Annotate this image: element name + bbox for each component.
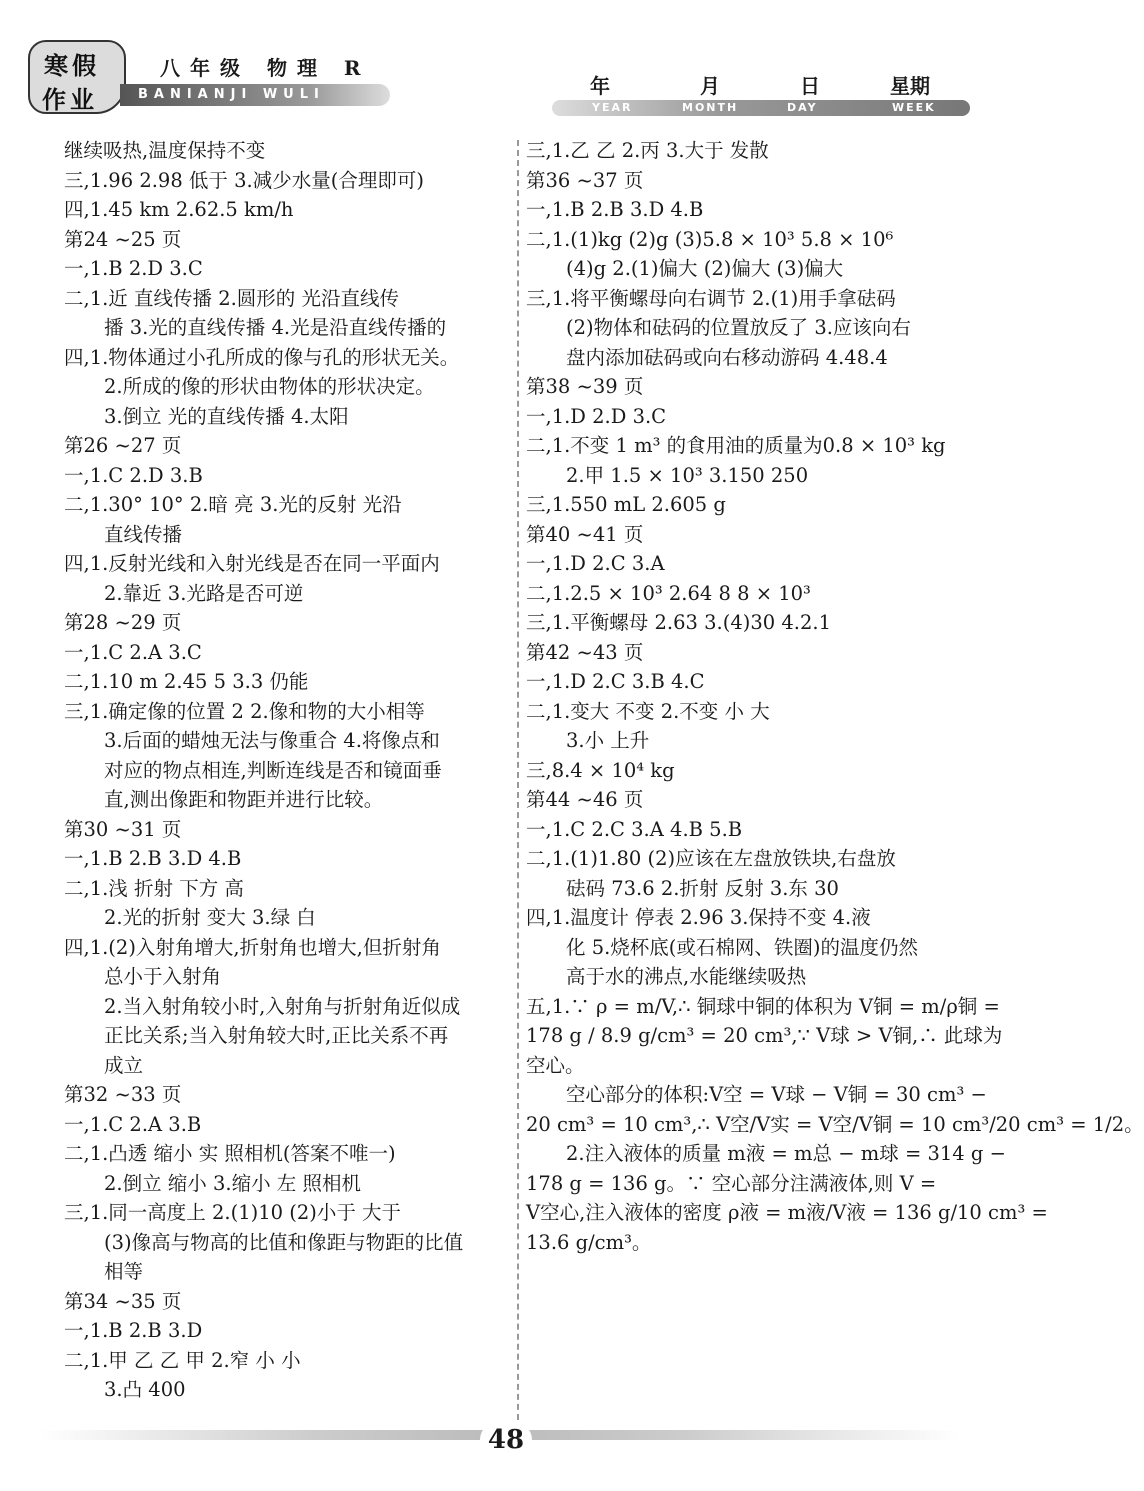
right-answer-line: 高于水的沸点,水能继续吸热 xyxy=(566,965,807,988)
left-answer-line: 一,1.C 2.A 3.C xyxy=(64,640,202,664)
right-answer-line: 二,1.不变 1 m³ 的食用油的质量为0.8 × 10³ kg xyxy=(526,434,946,457)
left-answer-line: 四,1.物体通过小孔所成的像与孔的形状无关。 xyxy=(64,345,460,369)
badge-top-text: 寒假 xyxy=(44,52,100,80)
left-answer-line: 二,1.凸透 缩小 实 照相机(答案不唯一) xyxy=(64,1142,396,1165)
right-answer-column xyxy=(526,136,1144,1257)
left-answer-line: 三,1.确定像的位置 2 2.像和物的大小相等 xyxy=(64,699,425,723)
header-bar-right xyxy=(552,100,970,116)
left-answer-line: 2.光的折射 变大 3.绿 白 xyxy=(104,906,316,929)
left-answer-line: 四,1.45 km 2.62.5 km/h xyxy=(64,198,294,221)
left-answer-line: 2.靠近 3.光路是否可逆 xyxy=(104,581,304,605)
right-answer-line: 三,1.将平衡螺母向右调节 2.(1)用手拿砝码 xyxy=(526,286,896,310)
right-answer-line: V空心,注入液体的密度 ρ液 = m液/V液 = 136 g/10 cm³ = xyxy=(526,1201,1048,1224)
left-answer-line: 2.当入射角较小时,入射角与折射角近似成 xyxy=(104,994,461,1018)
right-answer-line: 第42 ~43 页 xyxy=(526,640,644,664)
header-bar-left xyxy=(120,84,390,106)
right-answer-line: 178 g = 136 g。∵ 空心部分注满液体,则 V = xyxy=(526,1171,937,1195)
date-week-label: 星期 xyxy=(890,74,930,98)
month-en: MONTH xyxy=(682,101,739,114)
right-answer-line: 一,1.D 2.D 3.C xyxy=(526,404,667,428)
right-answer-line: (4)g 2.(1)偏大 (2)偏大 (3)偏大 xyxy=(566,257,844,280)
right-answer-line: 空心部分的体积:V空 = V球 − V铜 = 30 cm³ − xyxy=(566,1083,987,1106)
left-answer-line: 四,1.(2)入射角增大,折射角也增大,但折射角 xyxy=(64,935,441,959)
right-answer-line: 三,1.平衡螺母 2.63 3.(4)30 4.2.1 xyxy=(526,611,831,634)
right-answer-line: 第40 ~41 页 xyxy=(526,522,644,546)
left-answer-line: 3.后面的蜡烛无法与像重合 4.将像点和 xyxy=(104,729,440,752)
right-answer-line: 五,1.∵ ρ = m/V,∴ 铜球中铜的体积为 V铜 = m/ρ铜 = xyxy=(526,994,1000,1018)
right-answer-line: 第44 ~46 页 xyxy=(526,788,644,811)
right-answer-line: 二,1.(1)kg (2)g (3)5.8 × 10³ 5.8 × 10⁶ xyxy=(526,227,894,251)
right-answer-line: 三,1.乙 乙 2.丙 3.大于 发散 xyxy=(526,139,769,162)
right-answer-line: 二,1.(1)1.80 (2)应该在左盘放铁块,右盘放 xyxy=(526,847,896,870)
left-answer-line: 一,1.B 2.D 3.C xyxy=(64,257,203,280)
left-answer-line: 3.凸 400 xyxy=(104,1378,186,1401)
page-number: 48 xyxy=(480,1418,532,1462)
left-answer-line: 第28 ~29 页 xyxy=(64,611,182,634)
left-answer-line: 2.倒立 缩小 3.缩小 左 照相机 xyxy=(104,1171,362,1195)
left-answer-line: 成立 xyxy=(104,1053,144,1077)
right-answer-line: 二,1.2.5 × 10³ 2.64 8 8 × 10³ xyxy=(526,581,811,605)
left-answer-line: 第30 ~31 页 xyxy=(64,817,182,841)
right-answer-line: 13.6 g/cm³。 xyxy=(526,1230,652,1254)
left-answer-line: 2.所成的像的形状由物体的形状决定。 xyxy=(104,375,435,398)
left-answer-line: 第32 ~33 页 xyxy=(64,1083,182,1106)
left-answer-line: 一,1.B 2.B 3.D 4.B xyxy=(64,847,242,870)
right-answer-line: 2.甲 1.5 × 10³ 3.150 250 xyxy=(566,463,809,487)
right-answer-line: 化 5.烧杯底(或石棉网、铁圈)的温度仍然 xyxy=(566,935,919,959)
column-divider xyxy=(517,140,519,1440)
date-year-label: 年 xyxy=(590,74,610,98)
left-answer-line: 播 3.光的直线传播 4.光是沿直线传播的 xyxy=(104,316,447,339)
left-answer-line: 直,测出像距和物距并进行比较。 xyxy=(104,788,384,811)
left-answer-line: 二,1.30° 10° 2.暗 亮 3.光的反射 光沿 xyxy=(64,493,402,516)
left-answer-line: 总小于入射角 xyxy=(104,965,222,988)
left-answer-line: 二,1.10 m 2.45 5 3.3 仍能 xyxy=(64,670,309,693)
left-answer-line: 第34 ~35 页 xyxy=(64,1289,182,1313)
left-answer-line: 三,1.96 2.98 低于 3.减少水量(合理即可) xyxy=(64,168,424,192)
left-answer-line: 二,1.甲 乙 乙 甲 2.窄 小 小 xyxy=(64,1348,301,1372)
right-answer-line: 20 cm³ = 10 cm³,∴ V空/V实 = V空/V铜 = 10 cm³/20 cm³ = 1/2。 xyxy=(526,1112,1144,1136)
right-answer-line: 一,1.D 2.C 3.A xyxy=(526,552,665,575)
left-answer-line: 二,1.近 直线传播 2.圆形的 光沿直线传 xyxy=(64,286,400,310)
right-answer-line: 一,1.D 2.C 3.B 4.C xyxy=(526,670,705,693)
date-month-label: 月 xyxy=(700,74,720,98)
right-answer-line: 3.小 上升 xyxy=(566,729,650,752)
week-en: WEEK xyxy=(892,101,936,114)
right-answer-line: 一,1.B 2.B 3.D 4.B xyxy=(526,198,704,221)
right-answer-line: 三,1.550 mL 2.605 g xyxy=(526,493,726,516)
left-answer-line: 正比关系;当入射角较大时,正比关系不再 xyxy=(104,1024,449,1047)
right-answer-line: 空心。 xyxy=(526,1053,585,1077)
left-answer-line: 一,1.B 2.B 3.D xyxy=(64,1319,203,1342)
left-answer-column xyxy=(64,136,504,1405)
right-answer-line: 三,8.4 × 10⁴ kg xyxy=(526,758,675,782)
left-answer-line: 第26 ~27 页 xyxy=(64,434,182,457)
right-answer-line: 砝码 73.6 2.折射 反射 3.东 30 xyxy=(566,876,839,900)
date-day-label: 日 xyxy=(800,74,820,98)
left-answer-line: 二,1.浅 折射 下方 高 xyxy=(64,876,244,900)
right-answer-line: 二,1.变大 不变 2.不变 小 大 xyxy=(526,699,770,723)
day-en: DAY xyxy=(787,101,818,114)
right-answer-line: 第36 ~37 页 xyxy=(526,168,644,192)
left-answer-line: (3)像高与物高的比值和像距与物距的比值 xyxy=(104,1230,464,1254)
left-answer-line: 一,1.C 2.D 3.B xyxy=(64,463,203,487)
pinyin-label: BANIANJI WULI xyxy=(138,87,325,102)
left-answer-line: 四,1.反射光线和入射光线是否在同一平面内 xyxy=(64,552,440,575)
grade-subject: 八年级 物理 R xyxy=(160,56,371,80)
page-header xyxy=(0,0,1000,130)
right-answer-line: 四,1.温度计 停表 2.96 3.保持不变 4.液 xyxy=(526,906,871,929)
year-en: YEAR xyxy=(592,101,633,114)
left-answer-line: 一,1.C 2.A 3.B xyxy=(64,1112,202,1136)
right-answer-line: 2.注入液体的质量 m液 = m总 − m球 = 314 g − xyxy=(566,1142,1006,1165)
left-answer-line: 直线传播 xyxy=(104,522,183,546)
left-answer-line: 三,1.同一高度上 2.(1)10 (2)小于 大于 xyxy=(64,1201,402,1224)
right-answer-line: 178 g / 8.9 g/cm³ = 20 cm³,∵ V球 > V铜,∴ 此球为 xyxy=(526,1024,1003,1047)
winter-homework-badge xyxy=(28,40,126,114)
left-answer-line: 对应的物点相连,判断连线是否和镜面垂 xyxy=(104,758,442,782)
right-answer-line: (2)物体和砝码的位置放反了 3.应该向右 xyxy=(566,316,911,339)
right-answer-line: 盘内添加砝码或向右移动游码 4.48.4 xyxy=(566,345,888,369)
right-answer-line: 第38 ~39 页 xyxy=(526,375,644,398)
left-answer-line: 相等 xyxy=(104,1260,144,1283)
badge-bottom-text: 作业 xyxy=(42,86,98,114)
left-answer-line: 继续吸热,温度保持不变 xyxy=(64,139,266,162)
right-answer-line: 一,1.C 2.C 3.A 4.B 5.B xyxy=(526,817,743,841)
left-answer-line: 3.倒立 光的直线传播 4.太阳 xyxy=(104,404,349,428)
left-answer-line: 第24 ~25 页 xyxy=(64,227,182,251)
